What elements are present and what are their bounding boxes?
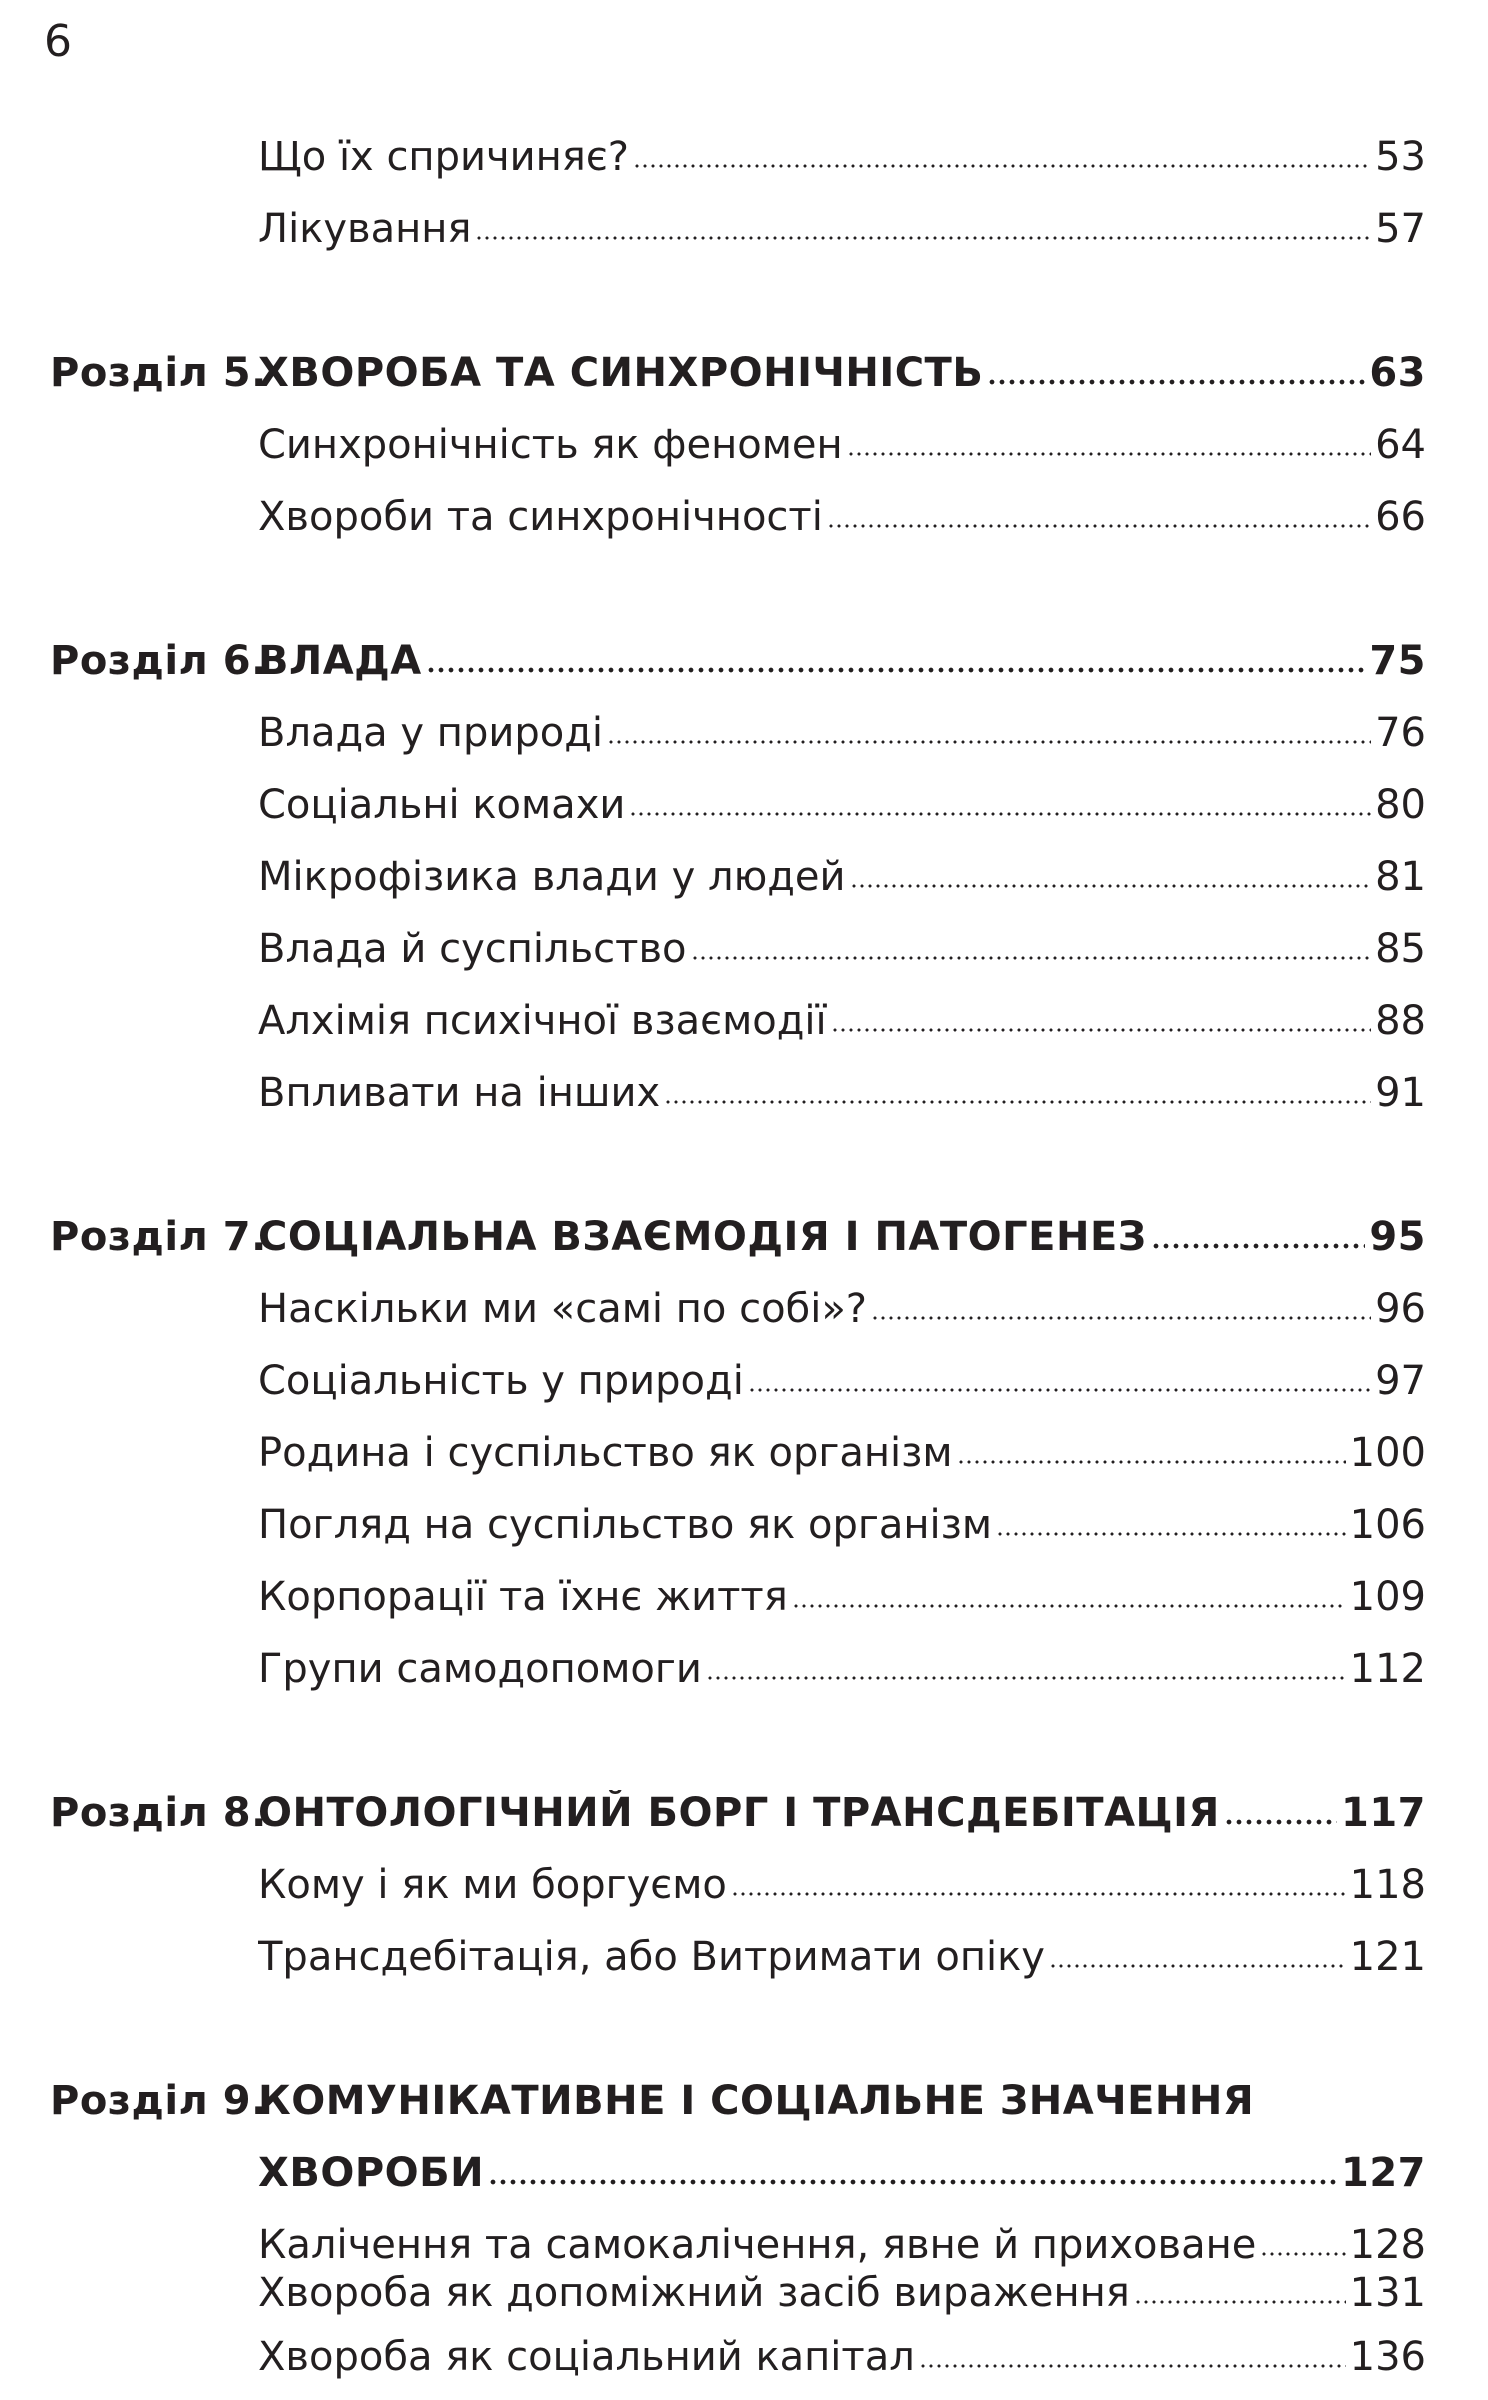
toc-entry[interactable] <box>258 998 1426 1044</box>
page-number: 6 <box>44 16 72 67</box>
toc-entry[interactable] <box>258 422 1426 468</box>
dot-leader <box>792 1603 1346 1609</box>
dot-leader <box>871 1315 1371 1321</box>
toc-entry-title: Родина і суспільство як організм <box>258 1430 953 1476</box>
toc-entry-title: Погляд на суспільство як організм <box>258 1502 993 1548</box>
dot-leader <box>691 955 1372 961</box>
toc-entry[interactable] <box>258 134 1426 180</box>
toc-entry[interactable] <box>258 1574 1426 1620</box>
chapter-page: 95 <box>1369 1214 1426 1260</box>
toc-entry-page: 128 <box>1349 2222 1426 2268</box>
chapter-title: КОМУНІКАТИВНЕ І СОЦІАЛЬНЕ ЗНАЧЕННЯ <box>258 2078 1255 2124</box>
toc-entry[interactable] <box>258 1862 1426 1908</box>
dot-leader <box>706 1675 1346 1681</box>
toc-entry-page: 81 <box>1375 854 1426 900</box>
toc-entry[interactable] <box>258 2334 1426 2380</box>
dot-leader <box>987 379 1365 385</box>
toc-entry-title: Соціальні комахи <box>258 782 626 828</box>
chapter-label: Розділ 9. <box>50 2078 267 2124</box>
toc-entry-page: 53 <box>1375 134 1426 180</box>
chapter-label: Розділ 5. <box>50 350 267 396</box>
dot-leader <box>475 235 1371 241</box>
chapter-title: ОНТОЛОГІЧНИЙ БОРГ І ТРАНСДЕБІТАЦІЯ <box>258 1790 1220 1836</box>
toc-entry[interactable] <box>258 1934 1426 1980</box>
toc-entry-page: 97 <box>1375 1358 1426 1404</box>
toc-entry-title: Влада й суспільство <box>258 926 687 972</box>
dot-leader <box>850 883 1372 889</box>
dot-leader <box>957 1459 1346 1465</box>
dot-leader <box>827 523 1371 529</box>
toc-entry-title: Хвороба як допоміжний засіб вираження <box>258 2270 1130 2316</box>
chapter-page: 63 <box>1369 350 1426 396</box>
dot-leader <box>607 739 1371 745</box>
toc-entry[interactable] <box>258 1286 1426 1332</box>
chapter-label: Розділ 7. <box>50 1214 267 1260</box>
toc-entry-title: Хвороби та синхронічності <box>258 494 823 540</box>
chapter-page: 127 <box>1341 2150 1426 2196</box>
toc-entry[interactable] <box>258 926 1426 972</box>
toc-entry[interactable] <box>258 1430 1426 1476</box>
toc-entry-title: Алхімія психічної взаємодії <box>258 998 827 1044</box>
chapter-page: 117 <box>1341 1790 1426 1836</box>
toc-entry-title: Що їх спричиняє? <box>258 134 629 180</box>
toc-entry-title: Наскільки ми «самі по собі»? <box>258 1286 868 1332</box>
toc-chapter[interactable] <box>50 1214 1426 1260</box>
dot-leader <box>488 2179 1337 2185</box>
dot-leader <box>426 667 1366 673</box>
toc-entry-title: Впливати на інших <box>258 1070 661 1116</box>
toc-entry-page: 136 <box>1349 2334 1426 2380</box>
toc-entry-page: 80 <box>1375 782 1426 828</box>
toc-entry-title: Корпорації та їхнє життя <box>258 1574 788 1620</box>
toc-entry-page: 112 <box>1349 1646 1426 1692</box>
dot-leader <box>919 2363 1346 2369</box>
dot-leader <box>731 1891 1346 1897</box>
dot-leader <box>748 1387 1371 1393</box>
toc-chapter[interactable] <box>50 350 1426 396</box>
toc-entry-page: 57 <box>1375 206 1426 252</box>
dot-leader <box>629 811 1371 817</box>
toc-entry[interactable] <box>258 854 1426 900</box>
toc-entry-page: 106 <box>1349 1502 1426 1548</box>
toc-entry-title: Кому і як ми боргуємо <box>258 1862 727 1908</box>
toc-entry-title: Влада у природі <box>258 710 603 756</box>
toc-entry[interactable] <box>258 494 1426 540</box>
toc-entry-title: Калічення та самокалічення, явне й приховане <box>258 2222 1257 2268</box>
toc-entry-title: Синхронічність як феномен <box>258 422 843 468</box>
chapter-label: Розділ 6. <box>50 638 267 684</box>
chapter-title-continuation: ХВОРОБИ <box>258 2150 485 2196</box>
toc-entry[interactable] <box>258 710 1426 756</box>
toc-entry-page: 109 <box>1349 1574 1426 1620</box>
toc-entry[interactable] <box>258 206 1426 252</box>
toc-entry-title: Групи самодопомоги <box>258 1646 702 1692</box>
chapter-title: ХВОРОБА ТА СИНХРОНІЧНІСТЬ <box>258 350 984 396</box>
toc-entry-page: 66 <box>1375 494 1426 540</box>
toc-entry-page: 121 <box>1349 1934 1426 1980</box>
chapter-title: ВЛАДА <box>258 638 422 684</box>
chapter-page: 75 <box>1369 638 1426 684</box>
toc-entry[interactable] <box>258 1646 1426 1692</box>
toc-entry[interactable] <box>258 2270 1426 2316</box>
dot-leader <box>1134 2299 1346 2305</box>
toc-entry[interactable] <box>258 1070 1426 1116</box>
toc-entry-title: Мікрофізика влади у людей <box>258 854 846 900</box>
chapter-label: Розділ 8. <box>50 1790 267 1836</box>
chapter-title: СОЦІАЛЬНА ВЗАЄМОДІЯ І ПАТОГЕНЕЗ <box>258 1214 1147 1260</box>
toc-entry-title: Лікування <box>258 206 472 252</box>
toc-entry-page: 64 <box>1375 422 1426 468</box>
toc-entry[interactable] <box>258 1502 1426 1548</box>
toc-chapter-continuation[interactable] <box>258 2150 1426 2196</box>
toc-entry[interactable] <box>258 782 1426 828</box>
toc-chapter[interactable] <box>50 2078 1426 2124</box>
dot-leader <box>831 1027 1371 1033</box>
toc-entry-page: 91 <box>1375 1070 1426 1116</box>
dot-leader <box>1224 1819 1337 1825</box>
toc-chapter[interactable] <box>50 1790 1426 1836</box>
toc-entry-page: 76 <box>1375 710 1426 756</box>
toc-entry-title: Соціальність у природі <box>258 1358 744 1404</box>
toc-entry-page: 131 <box>1349 2270 1426 2316</box>
dot-leader <box>1049 1963 1346 1969</box>
dot-leader <box>847 451 1371 457</box>
toc-entry-title: Трансдебітація, або Витримати опіку <box>258 1934 1045 1980</box>
dot-leader <box>1151 1243 1366 1249</box>
toc-chapter[interactable] <box>50 638 1426 684</box>
toc-entry[interactable] <box>258 2222 1426 2268</box>
dot-leader <box>1260 2251 1345 2257</box>
toc-entry-page: 100 <box>1349 1430 1426 1476</box>
toc-entry-page: 85 <box>1375 926 1426 972</box>
dot-leader <box>996 1531 1346 1537</box>
dot-leader <box>633 163 1371 169</box>
toc-entry-page: 96 <box>1375 1286 1426 1332</box>
toc-entry[interactable] <box>258 1358 1426 1404</box>
toc-entry-title: Хвороба як соціальний капітал <box>258 2334 915 2380</box>
toc-entry-page: 88 <box>1375 998 1426 1044</box>
toc-entry-page: 118 <box>1349 1862 1426 1908</box>
dot-leader <box>664 1099 1371 1105</box>
